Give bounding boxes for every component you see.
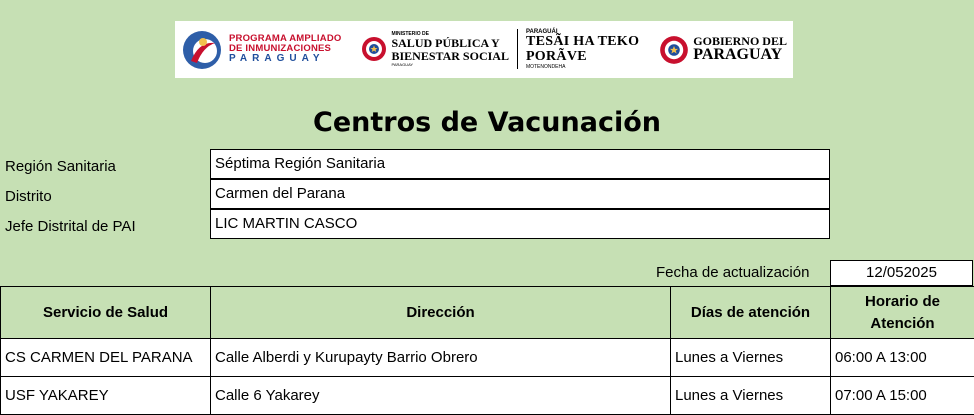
national-seal-icon [361,36,387,62]
msp-bottom-text: PARAGUAY [391,61,414,67]
pai-emblem-icon [181,29,223,71]
cell-dias: Lunes a Viernes [671,339,831,377]
region-label: Región Sanitaria [5,158,116,175]
msp-line2: BIENESTAR SOCIAL [391,49,509,64]
cell-direccion: Calle Alberdi y Kurupayty Barrio Obrero [211,339,671,377]
gobierno-line1: GOBIERNO DEL [693,33,787,48]
tesai-bottom-text: MOTENONDEHA [525,63,566,70]
msp-top-text: MINISTERIO DE [391,31,429,38]
pai-logo [181,29,341,71]
pai-line2: DE INMUNIZACIONES [229,43,332,55]
tesai-top-text: PARAGUÁI [525,29,558,36]
logo-banner [175,21,793,78]
tesai-logo [526,29,639,70]
fecha-value: 12/052025 [830,260,973,286]
tesai-line1: TESÃI HA TEKO [525,34,640,50]
jefe-label: Jefe Distrital de PAI [5,218,136,235]
cell-horario: 06:00 A 13:00 [831,339,974,377]
fecha-label: Fecha de actualización [656,264,810,281]
gobierno-line2: PARAGUAY [693,46,783,64]
msp-line1: SALUD PÚBLICA Y [391,36,500,51]
table-header-row [1,287,974,339]
cell-servicio: CS CARMEN DEL PARANA [1,339,211,377]
cell-servicio: USF YAKAREY [1,377,211,415]
national-seal-icon [659,35,689,65]
table-row [1,339,974,377]
page-title: Centros de Vacunación [313,107,661,138]
region-value: Séptima Región Sanitaria [210,149,830,179]
gobierno-logo [659,35,787,65]
msp-logo [361,29,639,70]
cell-direccion: Calle 6 Yakarey [211,377,671,415]
tesai-line2: PORÃVE [525,49,587,65]
header-direccion: Dirección [211,287,671,339]
header-servicio: Servicio de Salud [1,287,211,339]
header-dias: Días de atención [671,287,831,339]
cell-horario: 07:00 A 15:00 [831,377,974,415]
vaccination-centers-table [0,286,974,415]
logo-divider [517,29,518,69]
distrito-label: Distrito [5,188,52,205]
table-row [1,377,974,415]
jefe-value: LIC MARTIN CASCO [210,209,830,239]
header-horario: Horario de Atención [831,287,974,339]
pai-line1: PROGRAMA AMPLIADO [229,33,342,45]
pai-line3: PARAGUAY [229,53,325,65]
distrito-value: Carmen del Parana [210,179,830,209]
cell-dias: Lunes a Viernes [671,377,831,415]
